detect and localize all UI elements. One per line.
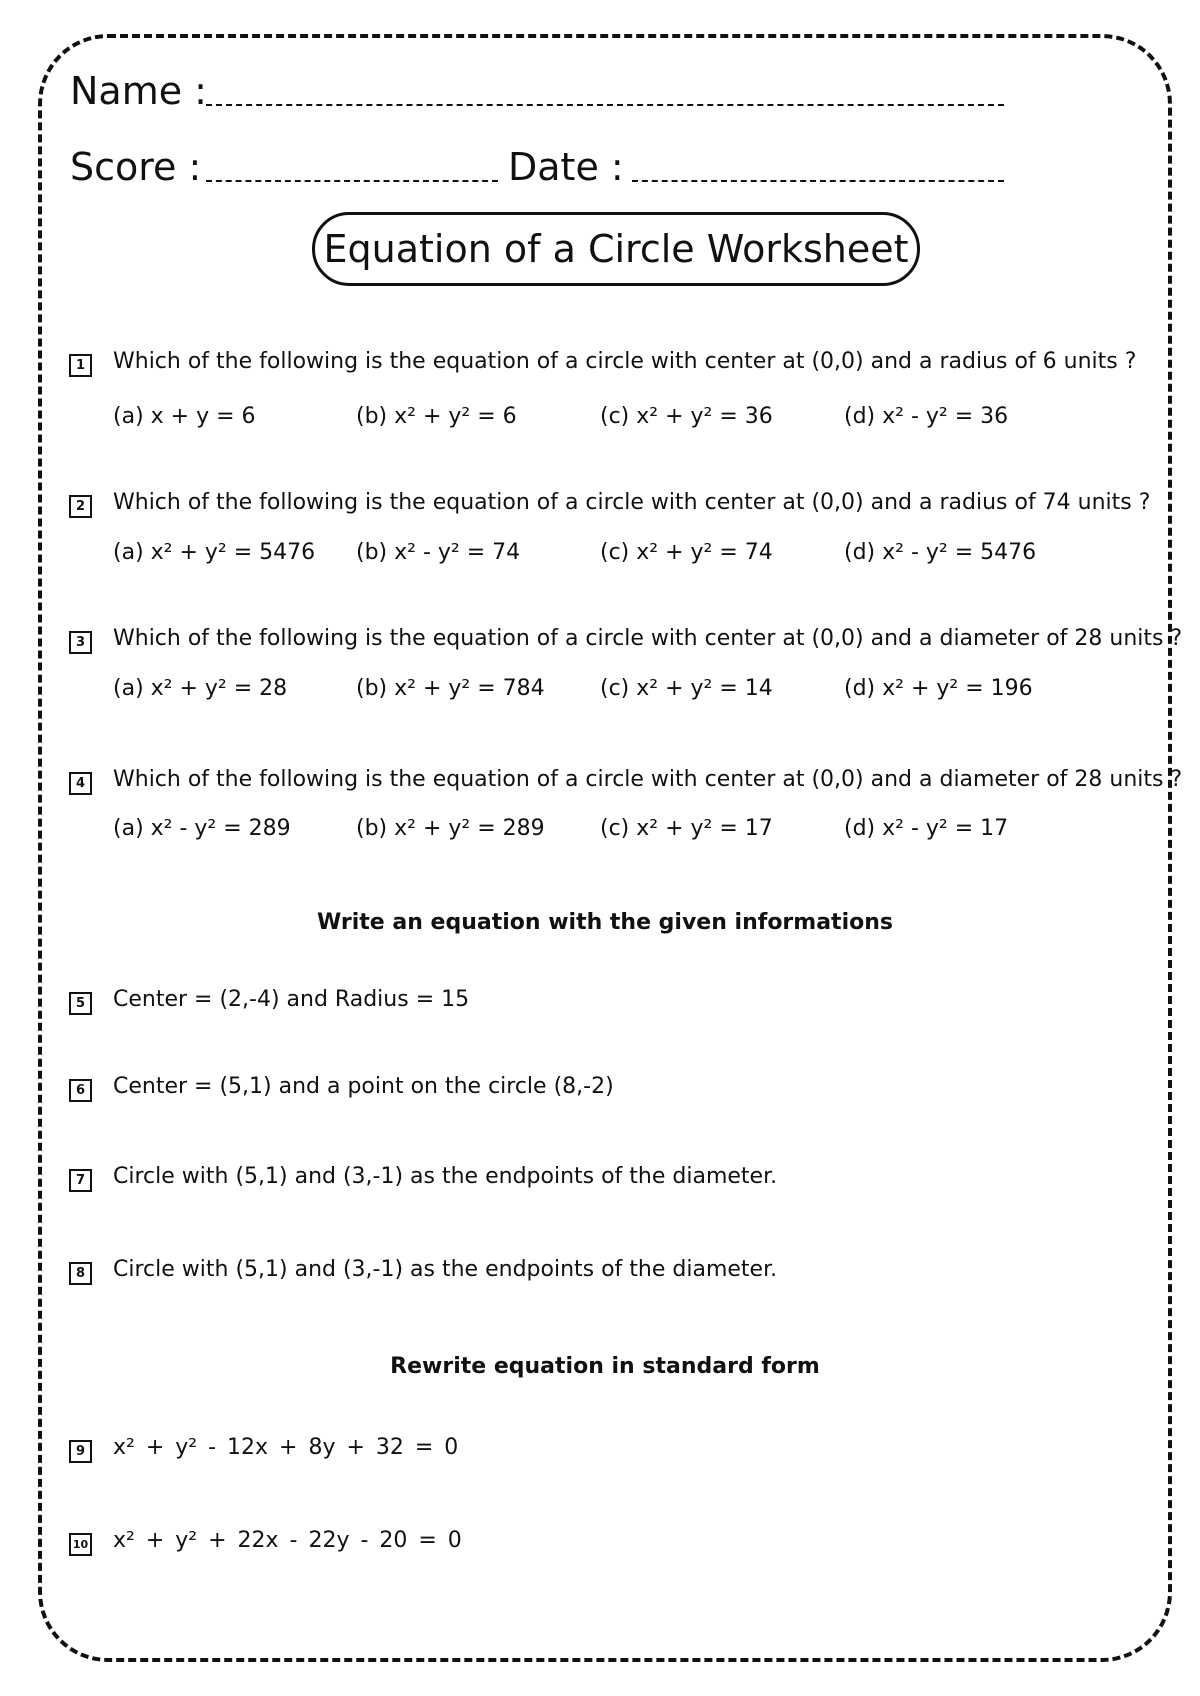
question-text: Which of the following is the equation of a circle with center at (0,0) and a radius of 74 units ?	[113, 490, 1151, 515]
option-c: (c) x² + y² = 14	[600, 676, 773, 701]
question-text: Circle with (5,1) and (3,-1) as the endpoints of the diameter.	[113, 1257, 778, 1282]
equation-text: x² + y² - 12x + 8y + 32 = 0	[113, 1435, 459, 1460]
question-number-badge: 9	[69, 1440, 92, 1463]
option-b: (b) x² + y² = 289	[356, 816, 545, 841]
question-number-badge: 10	[69, 1533, 92, 1556]
question-text: Center = (2,-4) and Radius = 15	[113, 987, 470, 1012]
worksheet-title: Equation of a Circle Worksheet	[312, 212, 920, 286]
question-text: Which of the following is the equation of a circle with center at (0,0) and a diameter of 28 units ?	[113, 767, 1183, 792]
date-field-line[interactable]	[632, 180, 1004, 182]
option-b: (b) x² + y² = 784	[356, 676, 545, 701]
option-c: (c) x² + y² = 36	[600, 404, 773, 429]
option-d: (d) x² - y² = 17	[844, 816, 1009, 841]
question-text: Which of the following is the equation of a circle with center at (0,0) and a radius of 6 units ?	[113, 349, 1137, 374]
question-number-badge: 8	[69, 1262, 92, 1285]
name-label: Name :	[70, 69, 207, 113]
question-number-badge: 6	[69, 1079, 92, 1102]
option-c: (c) x² + y² = 17	[600, 816, 773, 841]
equation-text: x² + y² + 22x - 22y - 20 = 0	[113, 1528, 462, 1553]
option-d: (d) x² + y² = 196	[844, 676, 1033, 701]
question-text: Which of the following is the equation of a circle with center at (0,0) and a diameter of 28 units ?	[113, 626, 1183, 651]
question-number-badge: 2	[69, 495, 92, 518]
option-b: (b) x² + y² = 6	[356, 404, 517, 429]
option-b: (b) x² - y² = 74	[356, 540, 521, 565]
question-number-badge: 5	[69, 992, 92, 1015]
option-d: (d) x² - y² = 5476	[844, 540, 1037, 565]
question-text: Circle with (5,1) and (3,-1) as the endpoints of the diameter.	[113, 1164, 778, 1189]
question-number-badge: 1	[69, 354, 92, 377]
option-a: (a) x² - y² = 289	[113, 816, 291, 841]
score-field-line[interactable]	[206, 180, 498, 182]
name-field-line[interactable]	[206, 104, 1004, 106]
option-a: (a) x² + y² = 5476	[113, 540, 316, 565]
question-text: Center = (5,1) and a point on the circle (8,-2)	[113, 1074, 614, 1099]
question-number-badge: 7	[69, 1169, 92, 1192]
option-c: (c) x² + y² = 74	[600, 540, 773, 565]
score-label: Score :	[70, 145, 202, 189]
option-d: (d) x² - y² = 36	[844, 404, 1009, 429]
option-a: (a) x² + y² = 28	[113, 676, 288, 701]
option-a: (a) x + y = 6	[113, 404, 256, 429]
question-number-badge: 4	[69, 772, 92, 795]
section-heading-write: Write an equation with the given informations	[317, 910, 893, 935]
date-label: Date :	[508, 145, 624, 189]
question-number-badge: 3	[69, 631, 92, 654]
section-heading-rewrite: Rewrite equation in standard form	[390, 1354, 820, 1379]
